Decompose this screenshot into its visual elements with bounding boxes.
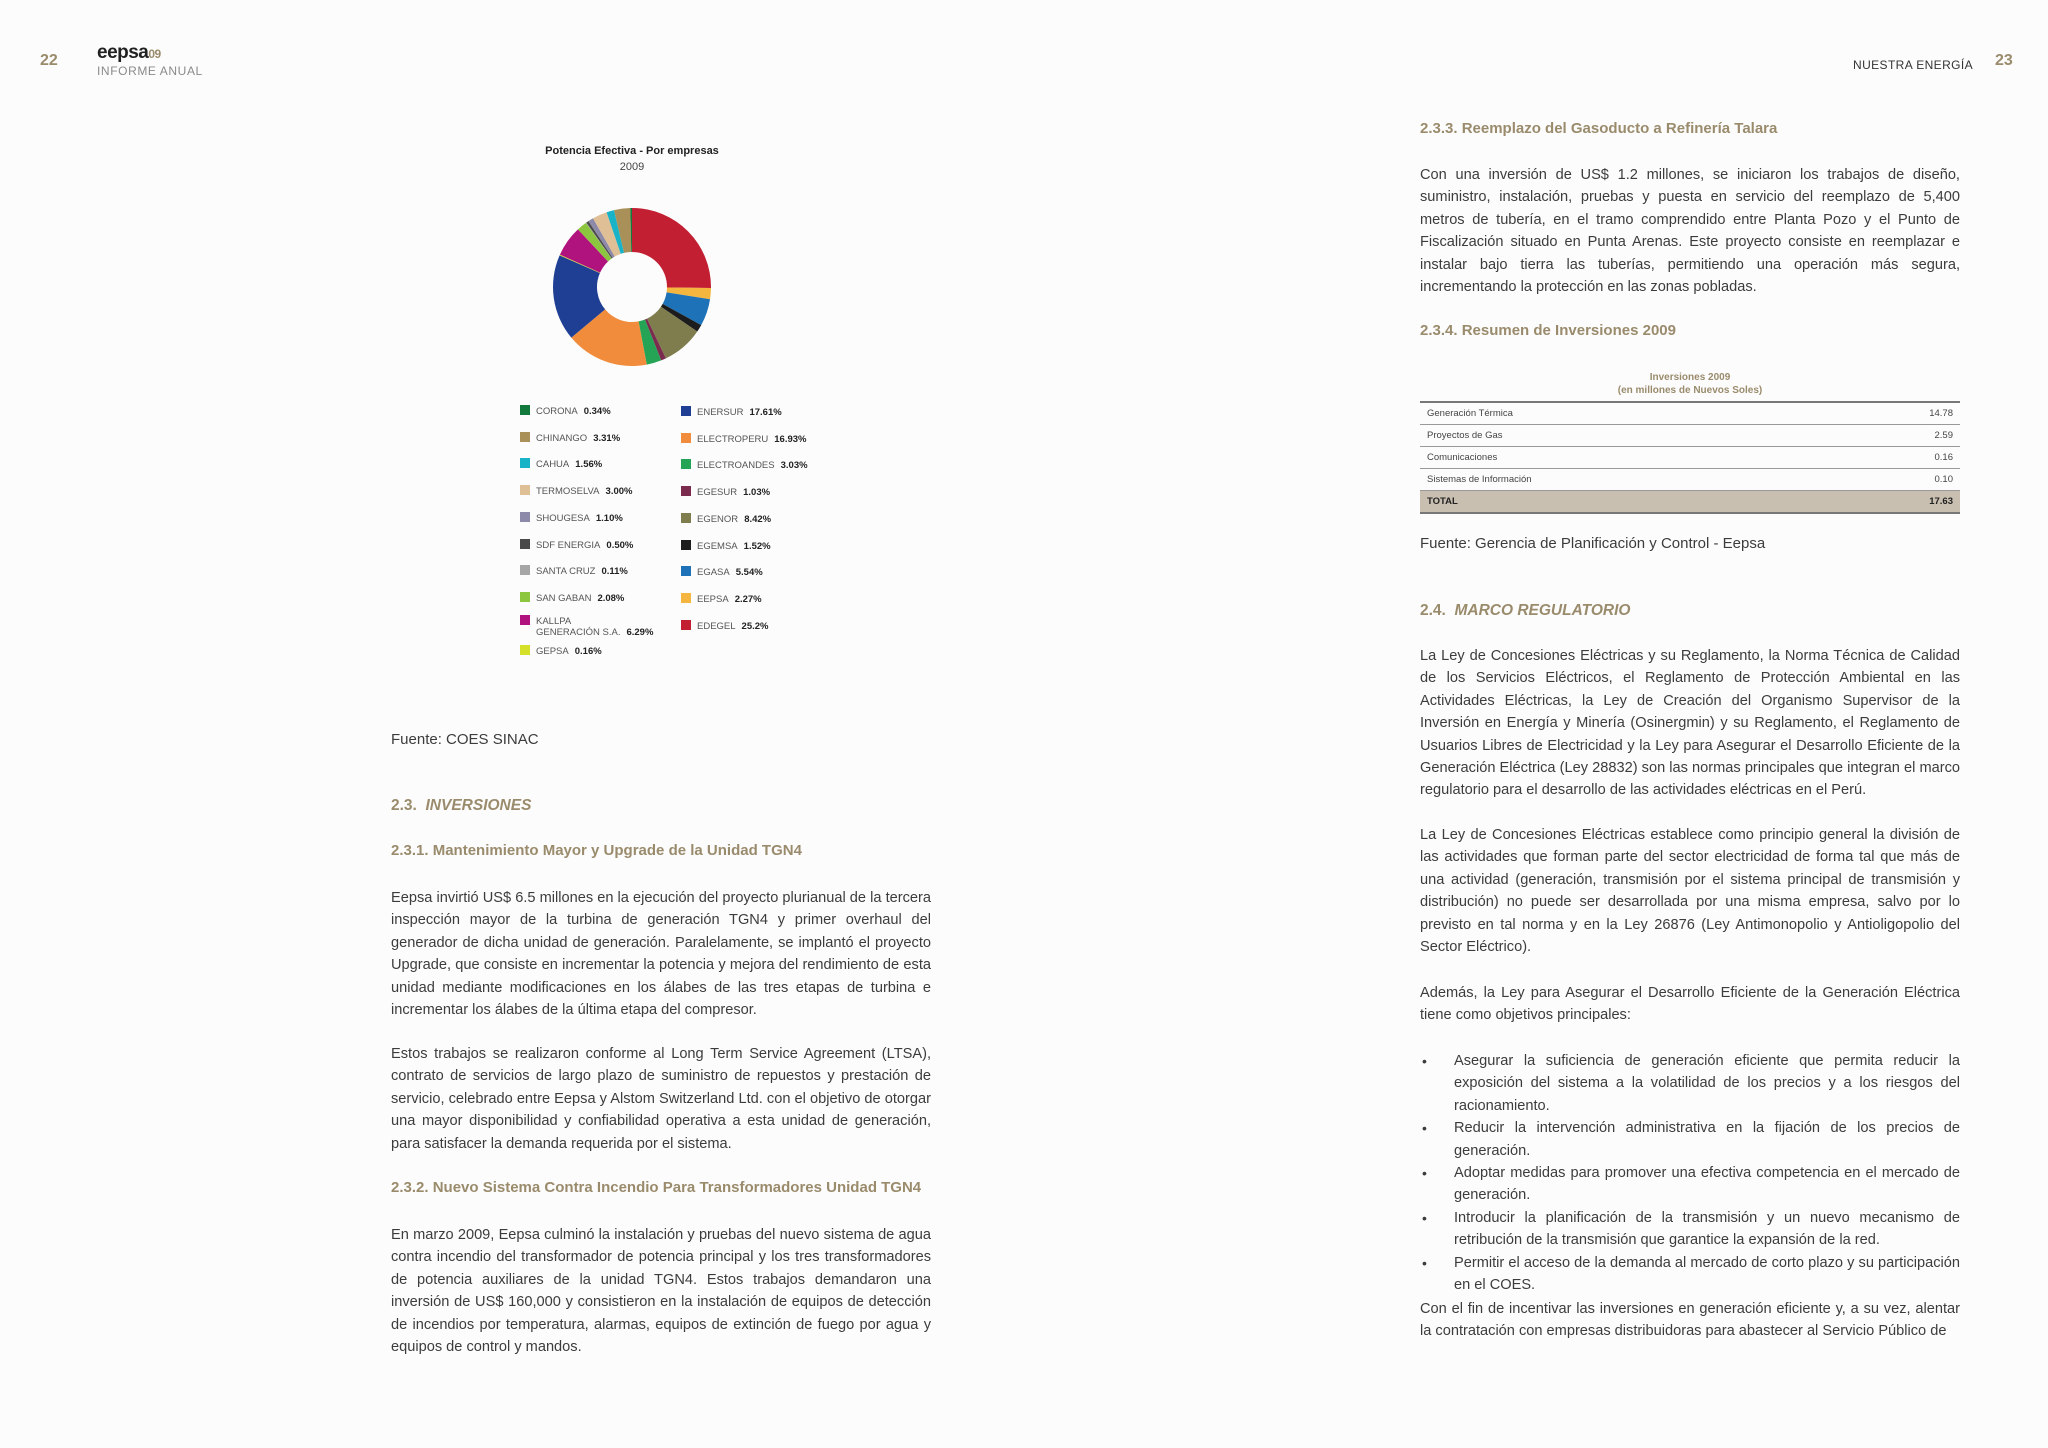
legend-name: EGEMSA: [697, 540, 738, 552]
legend-label: [697, 594, 762, 605]
paragraph-2-3-2: En marzo 2009, Eepsa culminó la instalación y pruebas del nuevo sistema de agua contra incendio del transformador de potencia principal y los tres transformadores de potencia auxiliares de la unidad TGN4. Estos trabajos demandaron una inversión de US$ 160,000 y consistieron en la instalación de equipos de detección de incendios por temperatura, alarmas, equipos de extinción de fuego por agua y equipos de control y mandos.: [391, 1227, 931, 1356]
table-row: [1420, 447, 1960, 469]
legend-swatch: [681, 620, 691, 630]
section-2-3-4-heading: 2.3.4. Resumen de Inversiones 2009: [1420, 322, 1676, 339]
legend-name: SHOUGESA: [536, 512, 590, 524]
legend-name: ELECTROPERU: [697, 433, 769, 445]
section-2-3-3-heading: 2.3.3. Reemplazo del Gasoducto a Refinería Talara: [1420, 120, 1778, 137]
brand-logo: [97, 42, 161, 64]
section-2-4-title: MARCO REGULATORIO: [1454, 602, 1631, 619]
chart-source: Fuente: COES SINAC: [391, 731, 539, 748]
legend-name: ELECTROANDES: [697, 460, 775, 472]
legend-swatch: [681, 406, 691, 416]
legend-swatch: [681, 540, 691, 550]
total-value: 17.63: [1829, 491, 1960, 514]
table-subtitle: (en millones de Nuevos Soles): [1617, 385, 1763, 396]
legend-swatch: [520, 539, 530, 549]
section-2-3-title: INVERSIONES: [425, 797, 532, 814]
row-label: Proyectos de Gas: [1420, 425, 1829, 447]
legend-name: EGASA: [697, 567, 730, 579]
legend-name: CORONA: [536, 406, 578, 417]
legend-swatch: [681, 566, 691, 576]
right-page-number: 23: [1995, 52, 2013, 69]
chart-legend: [520, 405, 840, 665]
legend-label: [536, 646, 602, 657]
bullet-icon: •: [1422, 1165, 1427, 1182]
legend-swatch: [681, 513, 691, 523]
table-total-row: [1420, 491, 1960, 514]
paragraph-2-4-d: Con el fin de incentivar las inversiones en generación eficiente y, a su vez, alentar la contratación con empresas distribuidoras para abastecer al Servicio Público de: [1420, 1301, 1960, 1340]
legend-name: SAN GABAN: [536, 592, 592, 604]
legend-label: [536, 616, 653, 638]
legend-label: [697, 434, 807, 445]
legend-value: 3.00%: [605, 486, 633, 498]
section-2-4-heading: [1420, 602, 1960, 620]
legend-swatch: [520, 458, 530, 468]
legend-swatch: [520, 405, 530, 415]
legend-value: 1.03%: [743, 487, 771, 499]
legend-name: SANTA CRUZ: [536, 566, 596, 578]
legend-swatch: [520, 645, 530, 655]
legend-value: 5.54%: [735, 567, 763, 579]
table-source: Fuente: Gerencia de Planificación y Control - Eepsa: [1420, 535, 1766, 552]
legend-swatch: [681, 459, 691, 469]
table-row: [1420, 469, 1960, 491]
list-item: • Adoptar medidas para promover una efectiva competencia en el mercado de generación.: [1420, 1162, 1960, 1207]
legend-label: [536, 593, 624, 604]
legend-label: [697, 621, 768, 632]
list-item: • Permitir el acceso de la demanda al mercado de corto plazo y su participación en el COES.: [1420, 1252, 1960, 1297]
paragraph-2-3-1-a: Eepsa invirtió US$ 6.5 millones en la ejecución del proyecto plurianual de la tercera inspección mayor de la turbina de generación TGN4 y primer overhaul del generador de dicha unidad de generación. Paralelamente, se implantó el proyecto Upgrade, que consiste en incrementar la potencia y mejora del rendimiento de esta unidad mediante modificaciones en los álabes de las tres etapas de turbina e incrementar los álabes de la última etapa del compresor.: [391, 890, 931, 1019]
bullet-icon: •: [1422, 1209, 1427, 1226]
row-value: 14.78: [1829, 402, 1960, 425]
legend-name: GEPSA: [536, 646, 569, 658]
legend-name: EDEGEL: [697, 620, 736, 632]
legend-name: EGENOR: [697, 513, 739, 525]
legend-value: 0.16%: [574, 646, 602, 658]
legend-value: 3.31%: [593, 432, 621, 444]
row-value: 0.10: [1829, 469, 1960, 491]
list-item: • Reducir la intervención administrativa en la fijación de los precios de generación.: [1420, 1117, 1960, 1162]
total-label: TOTAL: [1420, 491, 1829, 514]
section-2-3-1-heading: 2.3.1. Mantenimiento Mayor y Upgrade de la Unidad TGN4: [391, 842, 802, 859]
paragraph-2-3-1-b: Estos trabajos se realizaron conforme al Long Term Service Agreement (LTSA), contrato de servicios de largo plazo de suministro de repuestos y prestación de servicio, celebrado entre Eepsa y Alstom Switzerland Ltd. con el objetivo de otorgar una mayor disponibilidad y confiabilidad operativa a esta unidad de generación, para satisfacer la demanda requerida por el sistema.: [391, 1046, 931, 1152]
paragraph-2-4-c: Además, la Ley para Asegurar el Desarrollo Eficiente de la Generación Eléctrica tiene como objetivos principales:: [1420, 985, 1960, 1024]
legend-value: 0.11%: [601, 566, 628, 578]
list-item: • Asegurar la suficiencia de generación eficiente que permita reducir la exposición del sistema a la volatilidad de los precios y a los riesgos del racionamiento.: [1420, 1050, 1960, 1117]
legend-label: [536, 486, 632, 497]
legend-value: 25.2%: [741, 620, 769, 632]
legend-name: CHINANGO: [536, 432, 588, 444]
legend-value: 3.03%: [780, 460, 808, 472]
legend-swatch: [520, 565, 530, 575]
section-2-4-number: 2.4.: [1420, 602, 1446, 619]
legend-label: [536, 540, 633, 551]
row-value: 0.16: [1829, 447, 1960, 469]
table-row: [1420, 402, 1960, 425]
legend-label: [536, 566, 628, 577]
legend-value: 2.08%: [597, 592, 625, 604]
legend-swatch: [681, 593, 691, 603]
chart-title: Potencia Efectiva - Por empresas: [545, 145, 719, 157]
legend-value: 8.42%: [744, 513, 772, 525]
legend-label: [536, 433, 620, 444]
legend-value: 1.56%: [575, 459, 603, 471]
bullet-icon: •: [1422, 1120, 1427, 1137]
row-label: Sistemas de Información: [1420, 469, 1829, 491]
legend-label: [697, 487, 770, 498]
section-2-3-heading: [391, 797, 931, 815]
brand-name: eepsa: [97, 42, 149, 63]
legend-label: [536, 513, 623, 524]
legend-label: [536, 406, 611, 417]
bullet-icon: •: [1422, 1254, 1427, 1271]
legend-value: 17.61%: [749, 407, 782, 418]
chart-subtitle: 2009: [619, 161, 645, 173]
legend-name: KALLPA GENERACIÓN S.A.: [536, 615, 621, 638]
row-value: 2.59: [1829, 425, 1960, 447]
legend-value: 1.52%: [743, 540, 771, 552]
paragraph-2-4-b: La Ley de Concesiones Eléctricas establece como principio general la división de las actividades que forman parte del sector electricidad de forma tal que más de una actividad (generación, transmisión por el sistema principal de transmisión y distribución) no puede ser desarrollada por una misma empresa, salvo por lo previsto en tal norma y en la Ley 26876 (Ley Antimonopolio y Antioligopolio del Sector Eléctrico).: [1420, 827, 1960, 956]
legend-value: 0.50%: [606, 539, 634, 551]
legend-name: EGESUR: [697, 487, 738, 499]
legend-value: 1.10%: [595, 512, 623, 524]
brand-subtitle: INFORME ANUAL: [97, 64, 203, 78]
legend-value: 6.29%: [626, 626, 654, 638]
legend-label: [697, 460, 808, 471]
legend-label: [697, 541, 771, 552]
paragraph-2-4-a: La Ley de Concesiones Eléctricas y su Reglamento, la Norma Técnica de Calidad de los Servicios Eléctricos, el Reglamento de Protección Ambiental en las Actividades Eléctricas, la Ley de Creación del Organismo Supervisor de la Inversión en Energía y Minería (Osinergmin) y su Reglamento, el Reglamento de Usuarios Libres de Electricidad y la Ley para Asegurar el Desarrollo Eficiente de la Generación Eléctrica (Ley 28832) son las normas principales que integran el marco regulatorio para el desarrollo de las actividades eléctricas en el Perú.: [1420, 648, 1960, 799]
legend-swatch: [520, 615, 530, 625]
legend-value: 16.93%: [774, 433, 807, 445]
row-label: Comunicaciones: [1420, 447, 1829, 469]
legend-name: CAHUA: [536, 459, 570, 471]
legend-value: 2.27%: [734, 593, 762, 605]
legend-name: EEPSA: [697, 593, 729, 605]
legend-label: [697, 514, 771, 525]
pie-slice-edegel: [632, 208, 711, 288]
section-2-3-number: 2.3.: [391, 797, 417, 814]
bullet-icon: •: [1422, 1053, 1427, 1069]
section-2-3-2-heading: 2.3.2. Nuevo Sistema Contra Incendio Para Transformadores Unidad TGN4: [391, 1179, 922, 1196]
legend-name: ENERSUR: [697, 407, 744, 418]
table-row: [1420, 425, 1960, 447]
legend-swatch: [681, 486, 691, 496]
investment-table-title: [1420, 371, 1960, 397]
row-label: Generación Térmica: [1420, 402, 1829, 425]
legend-swatch: [520, 485, 530, 495]
donut-chart: [552, 207, 712, 367]
objectives-list: [1420, 1050, 1960, 1296]
legend-label: [697, 567, 763, 578]
paragraph-2-3-3: Con una inversión de US$ 1.2 millones, se iniciaron los trabajos de diseño, suministro, instalación, pruebas y puesta en servicio del reemplazo de 5,400 metros de tubería, en el tramo comprendido entre Planta Pozo y el Punto de Fiscalización situado en Punta Arenas. Este proyecto consiste en reemplazar e instalar bajo tierra las tuberías, permitiendo una operación más segura, incrementando la protección en las zonas pobladas.: [1420, 167, 1960, 296]
brand-year: 09: [148, 47, 161, 61]
legend-swatch: [520, 592, 530, 602]
legend-label: [697, 407, 782, 418]
investment-table: [1420, 401, 1960, 514]
legend-value: 0.34%: [583, 406, 611, 417]
legend-swatch: [520, 432, 530, 442]
table-title: Inversiones 2009: [1649, 372, 1731, 383]
left-page-number: 22: [40, 52, 58, 69]
legend-name: TERMOSELVA: [536, 486, 600, 498]
legend-label: [536, 459, 602, 470]
legend-name: SDF ENERGIA: [536, 539, 601, 551]
list-item: • Introducir la planificación de la transmisión y un nuevo mecanismo de retribución de la transmisión que garantice la expansión de la red.: [1420, 1207, 1960, 1252]
legend-swatch: [681, 433, 691, 443]
legend-swatch: [520, 512, 530, 522]
section-label: NUESTRA ENERGÍA: [1853, 58, 1974, 72]
